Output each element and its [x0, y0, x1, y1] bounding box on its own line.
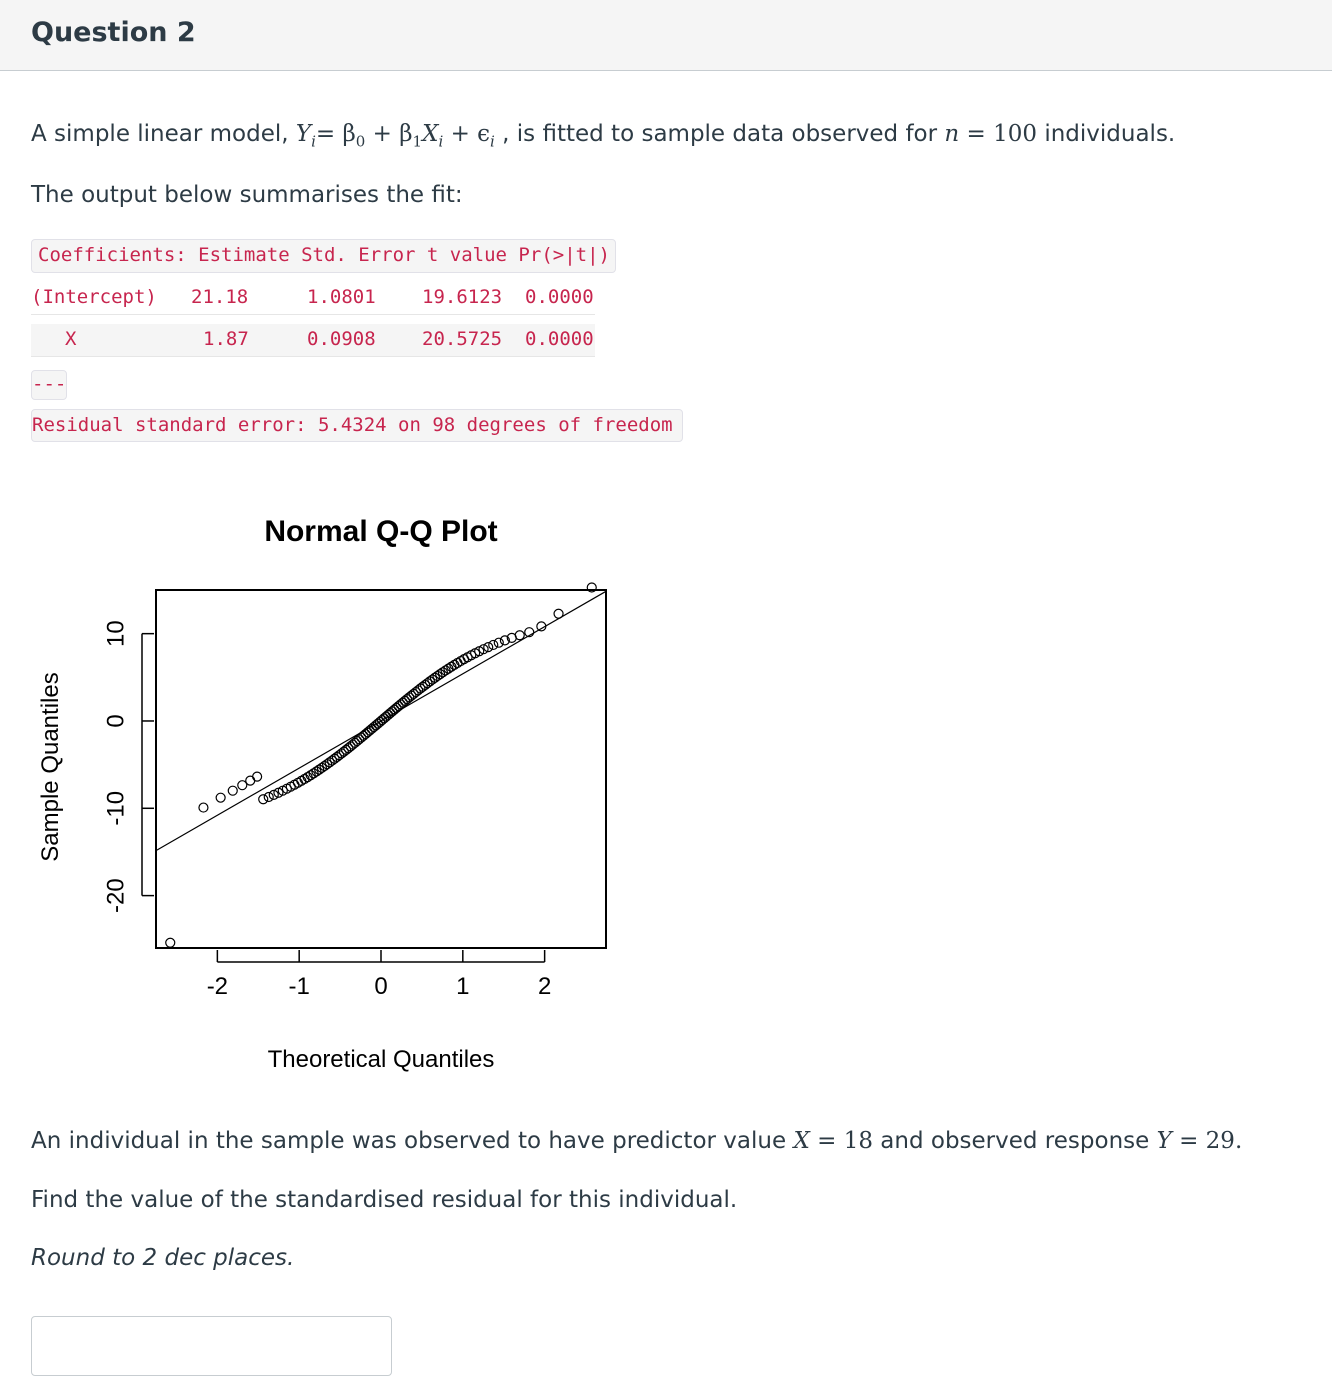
eq-Y: Y: [1156, 1128, 1172, 1154]
qq-point: [228, 786, 237, 795]
intro-text: A simple linear model,: [31, 121, 296, 147]
std-error: 1.0801: [307, 286, 376, 308]
qq-point: [489, 640, 498, 649]
t-value: 19.6123: [422, 286, 503, 308]
y-tick-label: -10: [102, 790, 130, 826]
eq-n-value: = 100: [959, 121, 1038, 147]
plot-frame: [156, 590, 606, 948]
eq-sub: i: [438, 132, 444, 151]
x-tick-label: 2: [537, 973, 552, 1000]
term: (Intercept): [31, 286, 157, 308]
obs-text: and observed response: [872, 1128, 1157, 1154]
x-tick-label: -2: [206, 973, 229, 1000]
separator: ---: [32, 373, 67, 395]
x-tick-label: 0: [374, 973, 388, 1000]
question-header: [0, 0, 1332, 71]
intro-text: , is fitted to sample data observed for: [494, 121, 945, 147]
obs-text: An individual in the sample was observed to have predictor value: [31, 1128, 794, 1154]
axes: [103, 620, 552, 1000]
table-row: [31, 324, 595, 357]
question-title: Question 2: [31, 17, 196, 48]
qq-point: [264, 793, 273, 802]
eq-X: X: [422, 121, 439, 147]
t-value: 20.5725: [422, 328, 503, 350]
estimate: 21.18: [191, 286, 249, 308]
eq-part: + β: [365, 121, 413, 147]
eq-X-value: = 18: [809, 1128, 873, 1154]
x-axis-label: Theoretical Quantiles: [267, 1046, 495, 1073]
eq-sub: 0: [355, 132, 366, 151]
eq-sub: i: [490, 132, 495, 151]
observation-text: [31, 1128, 1242, 1154]
qq-point: [515, 631, 524, 640]
qq-point: [246, 776, 255, 785]
residual-line: Residual standard error: 5.4324 on 98 degrees of freedom: [32, 414, 673, 436]
find-instruction: Find the value of the standardised residual for this individual.: [31, 1187, 738, 1213]
estimate: 1.87: [203, 328, 249, 350]
eq-Y: Y: [295, 121, 312, 147]
eq-Y-value: = 29.: [1171, 1128, 1243, 1154]
qq-point: [166, 938, 175, 947]
eq-part: = β: [315, 121, 356, 147]
coef-header: Coefficients: Estimate Std. Error t value Pr(>|t|): [38, 244, 610, 266]
y-tick-label: 0: [102, 714, 130, 728]
y-tick-label: -20: [102, 878, 130, 913]
qq-point: [494, 638, 503, 647]
output-intro: The output below summarises the fit:: [31, 182, 463, 208]
residual-box: [31, 409, 683, 442]
eq-sub: 1: [412, 132, 423, 151]
qq-point: [554, 609, 563, 618]
eq-X: X: [793, 1128, 810, 1154]
answer-input[interactable]: [31, 1316, 392, 1376]
p-value: 0.0000: [525, 286, 594, 308]
qq-point: [253, 772, 262, 781]
eq-sub: i: [311, 132, 316, 151]
model-intro: [31, 121, 1175, 151]
round-instruction: Round to 2 dec places.: [31, 1245, 295, 1271]
separator-box: [31, 370, 67, 400]
eq-part: + ϵ: [443, 121, 491, 147]
y-axis-label: Sample Quantiles: [37, 672, 64, 862]
chart-title: Normal Q-Q Plot: [264, 515, 498, 548]
table-row: [31, 282, 595, 315]
qq-point: [259, 795, 268, 804]
eq-n: n: [944, 121, 960, 147]
coef-header-box: [31, 239, 616, 273]
term: X: [65, 328, 77, 350]
y-tick-label: 10: [102, 620, 130, 648]
qq-point: [199, 803, 208, 812]
x-tick-label: -1: [288, 973, 310, 1000]
qq-plot: [0, 490, 640, 1090]
intro-text: individuals.: [1037, 121, 1176, 147]
points-group: [166, 583, 596, 947]
qq-point: [216, 793, 225, 802]
std-error: 0.0908: [307, 328, 376, 350]
p-value: 0.0000: [525, 328, 594, 350]
x-tick-label: 1: [456, 973, 470, 1000]
